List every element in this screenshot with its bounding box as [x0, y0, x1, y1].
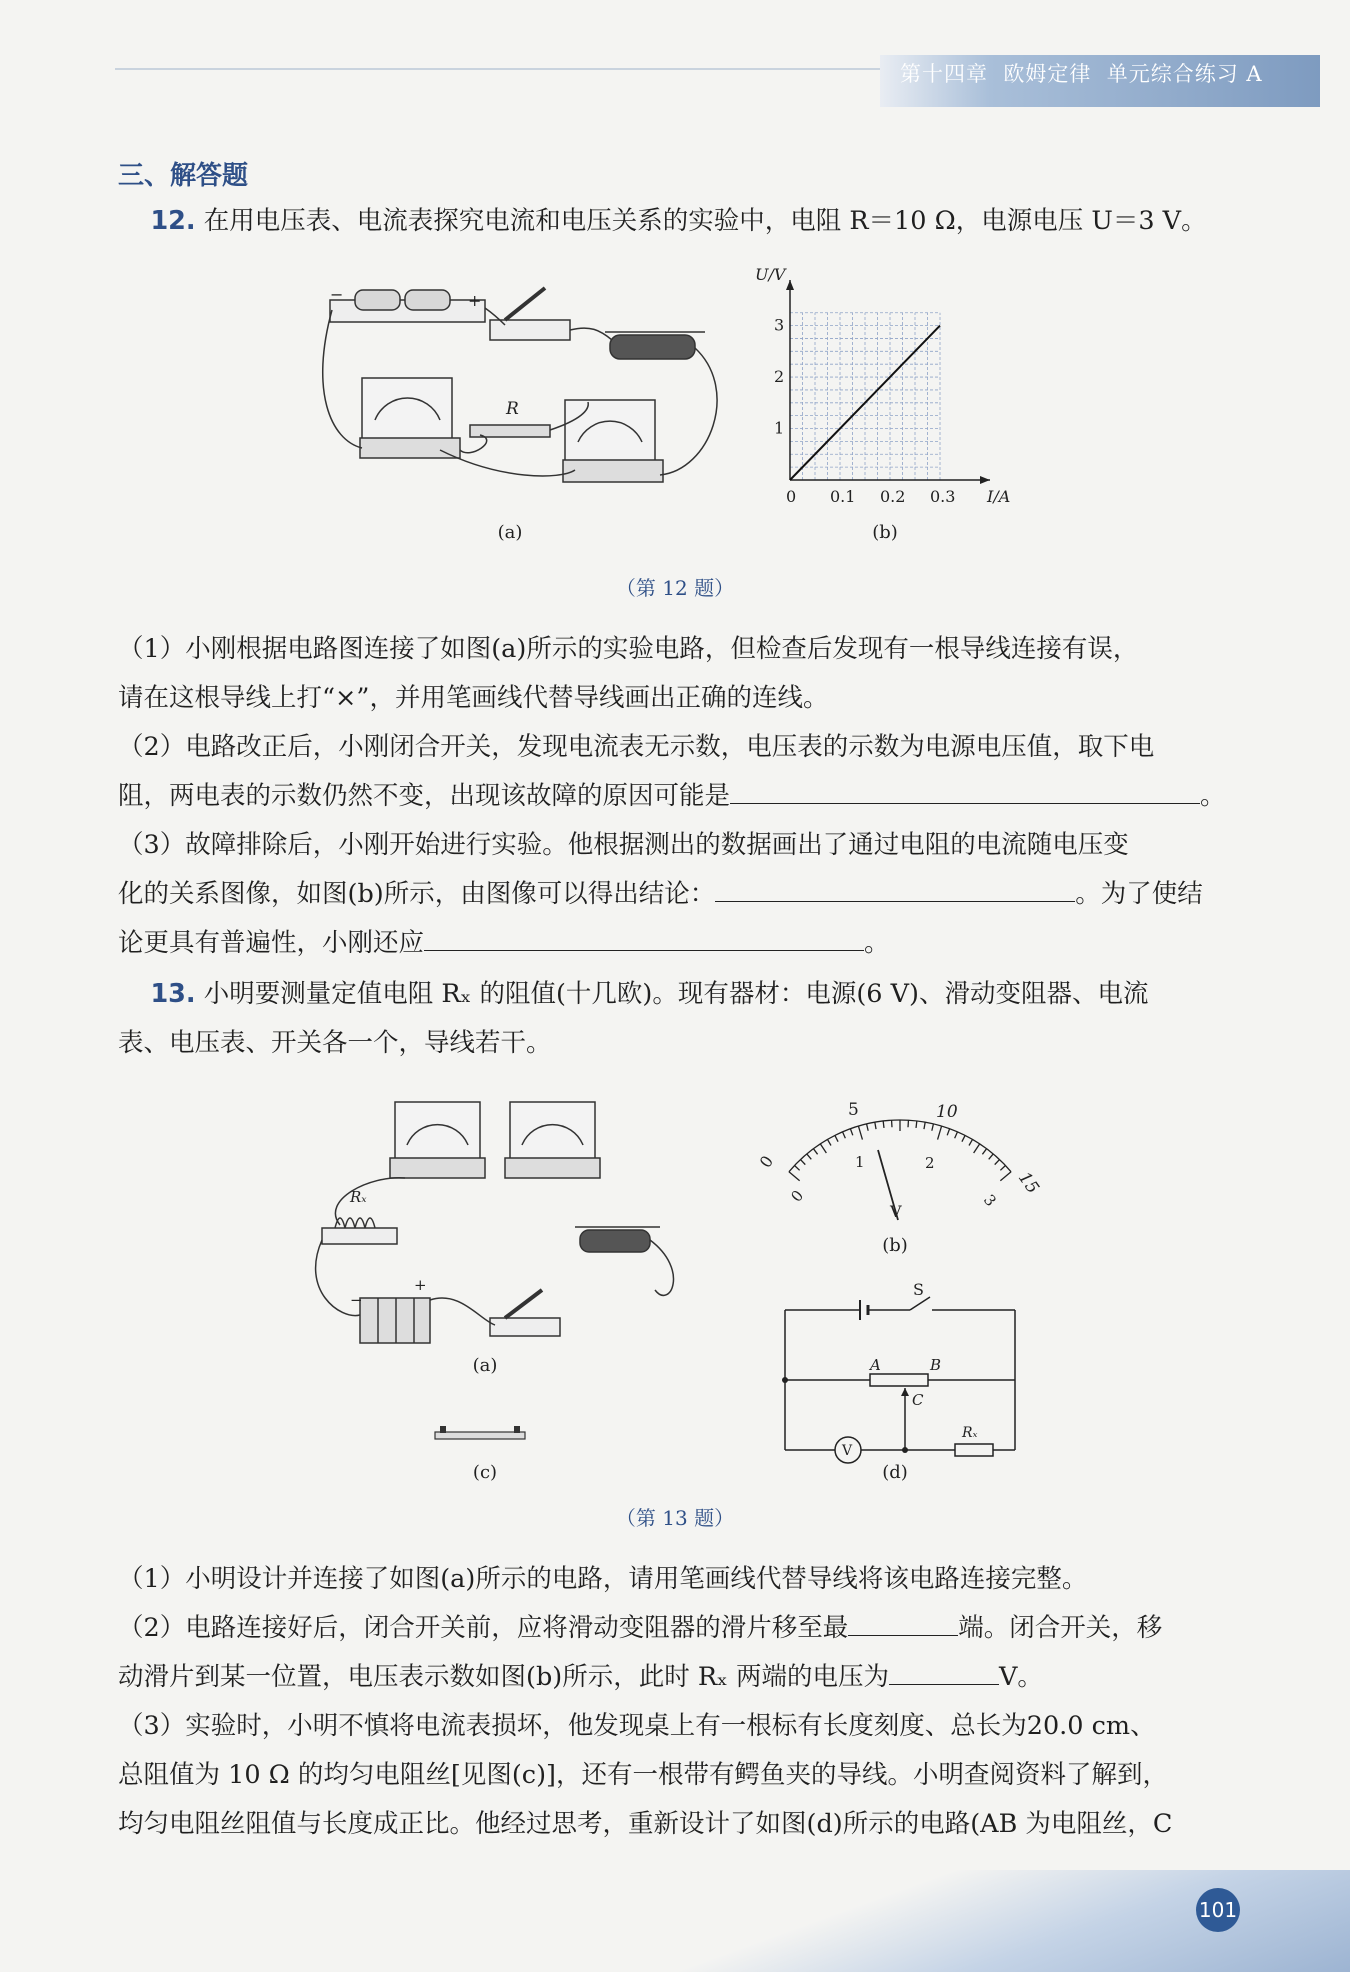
- wire-4: [660, 348, 717, 475]
- q13-battery: [360, 1298, 430, 1343]
- q12-part3-line2: [118, 870, 1238, 919]
- q13-figure-c: [430, 1420, 530, 1450]
- q12-part2-end: 。: [1200, 781, 1226, 811]
- voltmeter-dial-ticks: [789, 1120, 1011, 1181]
- q13-battery-plus: +: [414, 1276, 427, 1294]
- voltmeter-base: [563, 460, 663, 482]
- q12-stem: [118, 197, 1238, 246]
- dial-tick: [867, 1124, 869, 1131]
- q13-battery-minus: −: [350, 1291, 363, 1309]
- q13-meter-2-base: [505, 1158, 600, 1178]
- dial-tick: [883, 1121, 884, 1128]
- chart-y-arrow: [786, 280, 794, 290]
- q12-number: 12.: [150, 206, 196, 236]
- dial-tick: [828, 1139, 832, 1145]
- ammeter-base: [360, 438, 460, 458]
- q13-stem-line1: [118, 970, 1238, 1019]
- q13-part2-voltage-blank[interactable]: [889, 1660, 999, 1685]
- q12-fig-caption: （第 12 题）: [615, 576, 735, 600]
- q13-switch-lever: [505, 1290, 542, 1318]
- q13-part2-line1a: （2）电路连接好后，闭合开关前，应将滑动变阻器的滑片移至最: [118, 1613, 849, 1643]
- dial-tick: [807, 1154, 811, 1159]
- dial-tick: [924, 1122, 925, 1129]
- chart-y-axis-label: U/V: [755, 265, 786, 284]
- point-a-label: A: [870, 1356, 881, 1374]
- dial-tick: [982, 1149, 986, 1155]
- switch-lever: [505, 288, 545, 320]
- q13-part2-line2b: V。: [998, 1662, 1043, 1692]
- q12-stem-text: 在用电压表、电流表探究电流和电压关系的实验中，电阻 R＝10 Ω，电源电压 U＝3 V。: [203, 206, 1207, 236]
- q13-fig-b-label: (b): [882, 1235, 908, 1256]
- q13-figure-a: [310, 1090, 700, 1350]
- battery-minus-sign: −: [330, 285, 344, 304]
- q12-fig-a-label: (a): [497, 522, 523, 543]
- dial-tick: [835, 1135, 838, 1141]
- q12-part3-further-blank[interactable]: [424, 926, 864, 951]
- q13-figure-d: [770, 1275, 1030, 1460]
- chart-x-arrow: [980, 476, 990, 484]
- q13-part2-line2a: 动滑片到某一位置，电压表示数如图(b)所示，此时 Rₓ 两端的电压为: [118, 1662, 889, 1692]
- running-header: [900, 58, 1263, 88]
- q12-part1: [118, 625, 1238, 723]
- dial-tick: [1000, 1172, 1011, 1181]
- dial-tick: [974, 1144, 980, 1153]
- dial-tick: [955, 1132, 958, 1138]
- chart-y-tick-label: 3: [774, 315, 785, 335]
- q13-fig-c-label: (c): [472, 1462, 498, 1483]
- dial-label-bottom-2: 2: [925, 1154, 935, 1172]
- chart-x-tick-label: 0.3: [930, 487, 956, 506]
- q13-part2: [118, 1604, 1238, 1702]
- q13-wire-3: [430, 1298, 495, 1325]
- dial-label-bottom-0: 0: [787, 1186, 808, 1206]
- chart-y-tick-label: 1: [774, 418, 785, 438]
- wire-3: [570, 328, 612, 340]
- dial-label-top-10: 10: [936, 1102, 958, 1122]
- q13-part1: [118, 1555, 1238, 1604]
- q13-fig-a-label: (a): [472, 1355, 498, 1376]
- q13-part3-line1: （3）实验时，小明不慎将电流表损坏，他发现桌上有一根标有长度刻度、总长为20.0 cm、: [118, 1711, 1156, 1741]
- dial-tick: [875, 1122, 876, 1129]
- q12-part3: [118, 821, 1238, 968]
- q13-stem-line2: 表、电压表、开关各一个，导线若干。: [118, 1028, 552, 1058]
- q12-part2: [118, 723, 1238, 821]
- q13-part3: [118, 1702, 1238, 1849]
- chapter-number: 第十四章: [900, 62, 988, 86]
- q13-rheostat-coil: [580, 1230, 650, 1252]
- point-b-label: B: [930, 1356, 942, 1374]
- q13-part3-line3: 均匀电阻丝阻值与长度成正比。他经过思考，重新设计了如图(d)所示的电路(AB 为电阻丝，C: [118, 1809, 1173, 1839]
- rx-symbol: [955, 1444, 993, 1456]
- dial-tick: [813, 1149, 817, 1155]
- dial-unit-v: V: [890, 1202, 902, 1221]
- q13-part1-text: （1）小明设计并连接了如图(a)所示的电路，请用笔画线代替导线将该电路连接完整。: [118, 1564, 1088, 1594]
- q13-part2-line1: [118, 1604, 1238, 1653]
- chart-x-axis-label: I/A: [987, 487, 1011, 506]
- dial-tick: [795, 1165, 800, 1170]
- q13-figure-b: [755, 1095, 1060, 1235]
- wire-1: [323, 310, 362, 448]
- circuit-rx-label: Rₓ: [962, 1425, 978, 1441]
- resistance-wire-ab: [870, 1374, 928, 1386]
- q12-part2-answer-blank[interactable]: [730, 779, 1200, 804]
- dial-tick: [962, 1135, 965, 1141]
- q13-rx-coil: [335, 1218, 375, 1228]
- q12-part1-line1: （1）小刚根据电路图连接了如图(a)所示的实验电路，但检查后发现有一根导线连接有误，: [118, 634, 1139, 664]
- q13-fig-d-label: (d): [882, 1462, 908, 1483]
- q12-part3-line2a: 化的关系图像，如图(b)所示，由图像可以得出结论：: [118, 879, 716, 909]
- q12-figure-a: [320, 270, 740, 510]
- q12-part3-line3-text: 论更具有普遍性，小刚还应: [118, 928, 425, 958]
- voltmeter-v-label: V: [842, 1443, 853, 1459]
- dial-tick: [820, 1144, 826, 1153]
- chart-x-tick-label: 0.1: [830, 487, 856, 506]
- dial-tick: [858, 1126, 862, 1139]
- q13-switch-base: [490, 1318, 560, 1336]
- switch-label-s: S: [913, 1280, 924, 1299]
- dial-label-top-0: 0: [755, 1152, 778, 1172]
- battery-cell-1: [355, 290, 400, 310]
- junction-bottom: [902, 1447, 908, 1453]
- header-rule: [115, 68, 895, 70]
- dial-tick: [938, 1126, 942, 1139]
- dial-tick: [989, 1154, 993, 1159]
- chart-y-tick-label: 2: [774, 367, 785, 387]
- dial-tick: [969, 1139, 973, 1145]
- resistance-wire: [435, 1432, 525, 1439]
- q12-fig-b-label: (b): [872, 522, 898, 543]
- q13-part2-end-blank[interactable]: [848, 1611, 958, 1636]
- q13-stem-text1: 小明要测量定值电阻 Rₓ 的阻值(十几欧)。现有器材：电源(6 V)、滑动变阻器、电流: [203, 979, 1149, 1009]
- dial-tick: [995, 1160, 1000, 1165]
- dial-tick: [947, 1129, 949, 1136]
- q12-part3-end: 。: [864, 928, 890, 958]
- point-c-label: C: [912, 1391, 924, 1409]
- dial-tick: [850, 1129, 852, 1136]
- q12-part3-conclusion-blank[interactable]: [715, 877, 1075, 902]
- resistance-wire-right-post: [514, 1426, 520, 1433]
- q12-part1-line2: 请在这根导线上打“×”，并用笔画线代替导线画出正确的连线。: [118, 683, 829, 713]
- q12-part2-line1: （2）电路改正后，小刚闭合开关，发现电流表无示数，电压表的示数为电源电压值，取下电: [118, 732, 1155, 762]
- dial-label-bottom-1: 1: [855, 1153, 865, 1171]
- dial-tick: [1000, 1165, 1005, 1170]
- dial-tick: [932, 1124, 934, 1131]
- q12-part3-line2b: 。为了使结: [1075, 879, 1203, 909]
- dial-label-top-15: 15: [1013, 1168, 1043, 1198]
- battery-plus-sign: +: [468, 291, 482, 310]
- q13-part3-line2: 总阻值为 10 Ω 的均匀电阻丝[见图(c)]，还有一根带有鳄鱼夹的导线。小明查阅资料了解到，: [118, 1760, 1168, 1790]
- q13-part2-line1b: 端。闭合开关，移: [958, 1613, 1163, 1643]
- q12-part3-line3: [118, 919, 1238, 968]
- q13-rx-label: Rₓ: [350, 1188, 367, 1206]
- q12-part2-line2: [118, 772, 1238, 821]
- q13-rx-base: [322, 1228, 397, 1244]
- q12-part2-line2-text: 阻，两电表的示数仍然不变，出现该故障的原因可能是: [118, 781, 731, 811]
- rheostat-coil: [610, 335, 695, 359]
- dial-label-bottom-3: 3: [979, 1191, 1000, 1210]
- q13-meter-1-base: [390, 1158, 485, 1178]
- section-title: 三、解答题: [118, 161, 249, 191]
- exercise-title: 单元综合练习 A: [1106, 62, 1263, 86]
- q12-part3-line1: （3）故障排除后，小刚开始进行实验。他根据测出的数据画出了通过电阻的电流随电压变: [118, 830, 1129, 860]
- dial-tick: [800, 1160, 805, 1165]
- chapter-title: 欧姆定律: [1003, 62, 1092, 86]
- q13-wire-4: [650, 1240, 673, 1295]
- dial-tick: [843, 1132, 846, 1138]
- q13-part2-line2: [118, 1653, 1238, 1702]
- page-number: 101: [1196, 1888, 1240, 1932]
- resistor-r-label: R: [506, 399, 519, 419]
- q13-number: 13.: [150, 979, 196, 1009]
- q13-fig-caption: （第 13 题）: [615, 1506, 735, 1530]
- chart-x-tick-label: 0.2: [880, 487, 906, 506]
- dial-tick: [789, 1172, 800, 1181]
- battery-cell-2: [405, 290, 450, 310]
- dial-label-top-5: 5: [848, 1100, 859, 1120]
- dial-tick: [916, 1121, 917, 1128]
- q12-chart: [740, 265, 1040, 520]
- junction-left: [782, 1377, 788, 1383]
- chart-x-tick-label: 0: [786, 487, 797, 506]
- q13-stem: [118, 970, 1238, 1068]
- resistance-wire-left-post: [440, 1426, 446, 1433]
- slider-c-arrow: [901, 1388, 909, 1396]
